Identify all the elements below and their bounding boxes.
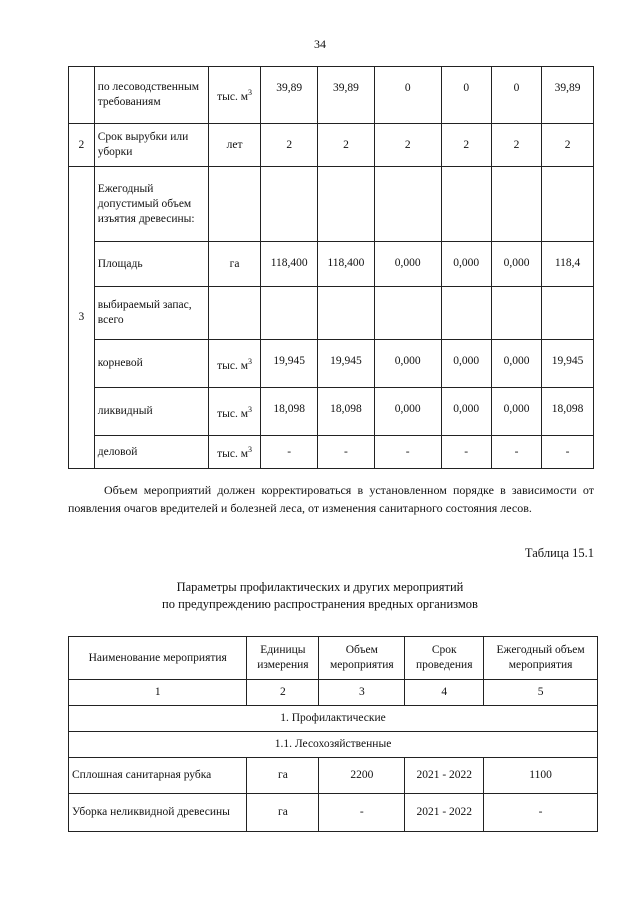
unit-cell: га <box>208 242 261 287</box>
measure-volume: 2200 <box>319 758 405 794</box>
table-label: Таблица 15.1 <box>524 546 594 560</box>
unit-cell <box>208 287 261 340</box>
value-cell <box>441 167 491 242</box>
row-label: ликвидный <box>94 388 208 436</box>
value-cell: 0,000 <box>491 388 541 436</box>
value-cell: 0,000 <box>374 388 441 436</box>
unit-cell <box>208 167 261 242</box>
value-cell: - <box>374 436 441 469</box>
column-number: 3 <box>319 680 405 706</box>
value-cell: 0,000 <box>374 242 441 287</box>
value-cell: 0,000 <box>491 340 541 388</box>
page-number: 34 <box>314 37 326 51</box>
value-cell: 19,945 <box>318 340 375 388</box>
header-cell: Наименование мероприятия <box>69 637 247 680</box>
unit-cell: тыс. $м^3$ <box>208 67 261 124</box>
value-cell: 18,098 <box>542 388 594 436</box>
table-caption-line2: по предупреждению распространения вредных организмов <box>162 597 478 611</box>
value-cell: - <box>441 436 491 469</box>
measure-unit: га <box>247 758 319 794</box>
body-paragraph: Объем мероприятий должен корректироваться в установленном порядке в зависимости от появления очагов вредителей и болезней леса, от изменения санитарного состояния лесов. <box>68 483 594 515</box>
column-number-row <box>69 680 598 706</box>
table-row <box>69 436 594 469</box>
unit-cell: тыс. $м^3$ <box>208 436 261 469</box>
subsection-title: 1.1. Лесохозяйственные <box>69 732 598 758</box>
value-cell: 118,400 <box>261 242 318 287</box>
value-cell: 118,4 <box>542 242 594 287</box>
value-cell <box>542 287 594 340</box>
header-cell: Ежегодный объем мероприятия <box>484 637 598 680</box>
measure-unit: га <box>247 794 319 832</box>
value-cell: 19,945 <box>261 340 318 388</box>
value-cell: 19,945 <box>542 340 594 388</box>
table-row <box>69 124 594 167</box>
row-number-cell <box>69 67 95 124</box>
value-cell: 0 <box>491 67 541 124</box>
value-cell: 2 <box>318 124 375 167</box>
row-label: деловой <box>94 436 208 469</box>
measure-volume: - <box>319 794 405 832</box>
row-label: корневой <box>94 340 208 388</box>
value-cell <box>441 287 491 340</box>
value-cell: 2 <box>374 124 441 167</box>
table-row <box>69 67 594 124</box>
column-number: 1 <box>69 680 247 706</box>
table-row <box>69 167 594 242</box>
row-label: Площадь <box>94 242 208 287</box>
value-cell: 0,000 <box>374 340 441 388</box>
value-cell: 2 <box>491 124 541 167</box>
measure-period: 2021 - 2022 <box>405 758 484 794</box>
value-cell <box>318 167 375 242</box>
measure-name: Уборка неликвидной древесины <box>69 794 247 832</box>
value-cell <box>491 167 541 242</box>
unit-cell: лет <box>208 124 261 167</box>
value-cell <box>374 287 441 340</box>
measure-annual: 1100 <box>484 758 598 794</box>
table-row <box>69 794 598 832</box>
forest-volume-table <box>68 66 594 469</box>
value-cell: 2 <box>542 124 594 167</box>
section-title: 1. Профилактические <box>69 706 598 732</box>
value-cell: 18,098 <box>318 388 375 436</box>
row-label: выбираемый запас, всего <box>94 287 208 340</box>
column-number: 4 <box>405 680 484 706</box>
section-row <box>69 706 598 732</box>
value-cell: 0,000 <box>441 340 491 388</box>
measures-table <box>68 636 598 832</box>
header-cell: Объем мероприятия <box>319 637 405 680</box>
value-cell: 0 <box>441 67 491 124</box>
table-row <box>69 388 594 436</box>
value-cell <box>491 287 541 340</box>
table-row <box>69 340 594 388</box>
value-cell: - <box>261 436 318 469</box>
row-label: Ежегодный допустимый объем изъятия древесины: <box>94 167 208 242</box>
value-cell: 0 <box>374 67 441 124</box>
row-label: по лесоводственным требованиям <box>94 67 208 124</box>
measure-name: Сплошная санитарная рубка <box>69 758 247 794</box>
column-number: 2 <box>247 680 319 706</box>
table-row <box>69 287 594 340</box>
value-cell: 39,89 <box>261 67 318 124</box>
value-cell: 2 <box>261 124 318 167</box>
value-cell: 18,098 <box>261 388 318 436</box>
measure-period: 2021 - 2022 <box>405 794 484 832</box>
table-row <box>69 758 598 794</box>
row-number-cell: 2 <box>69 124 95 167</box>
value-cell <box>261 167 318 242</box>
header-row <box>69 637 598 680</box>
subsection-row <box>69 732 598 758</box>
value-cell: 0,000 <box>441 242 491 287</box>
value-cell: - <box>542 436 594 469</box>
table-row <box>69 242 594 287</box>
value-cell <box>318 287 375 340</box>
value-cell: 118,400 <box>318 242 375 287</box>
value-cell <box>542 167 594 242</box>
row-label: Срок вырубки или уборки <box>94 124 208 167</box>
measure-annual: - <box>484 794 598 832</box>
value-cell: 0,000 <box>491 242 541 287</box>
value-cell <box>261 287 318 340</box>
unit-cell: тыс. $м^3$ <box>208 388 261 436</box>
header-cell: Единицы измерения <box>247 637 319 680</box>
value-cell <box>374 167 441 242</box>
value-cell: 2 <box>441 124 491 167</box>
unit-cell: тыс. $м^3$ <box>208 340 261 388</box>
row-number-cell: 3 <box>69 167 95 469</box>
value-cell: 39,89 <box>542 67 594 124</box>
value-cell: - <box>491 436 541 469</box>
table-caption-line1: Параметры профилактических и других мероприятий <box>176 580 464 594</box>
value-cell: 0,000 <box>441 388 491 436</box>
value-cell: 39,89 <box>318 67 375 124</box>
value-cell: - <box>318 436 375 469</box>
header-cell: Срок проведения <box>405 637 484 680</box>
column-number: 5 <box>484 680 598 706</box>
